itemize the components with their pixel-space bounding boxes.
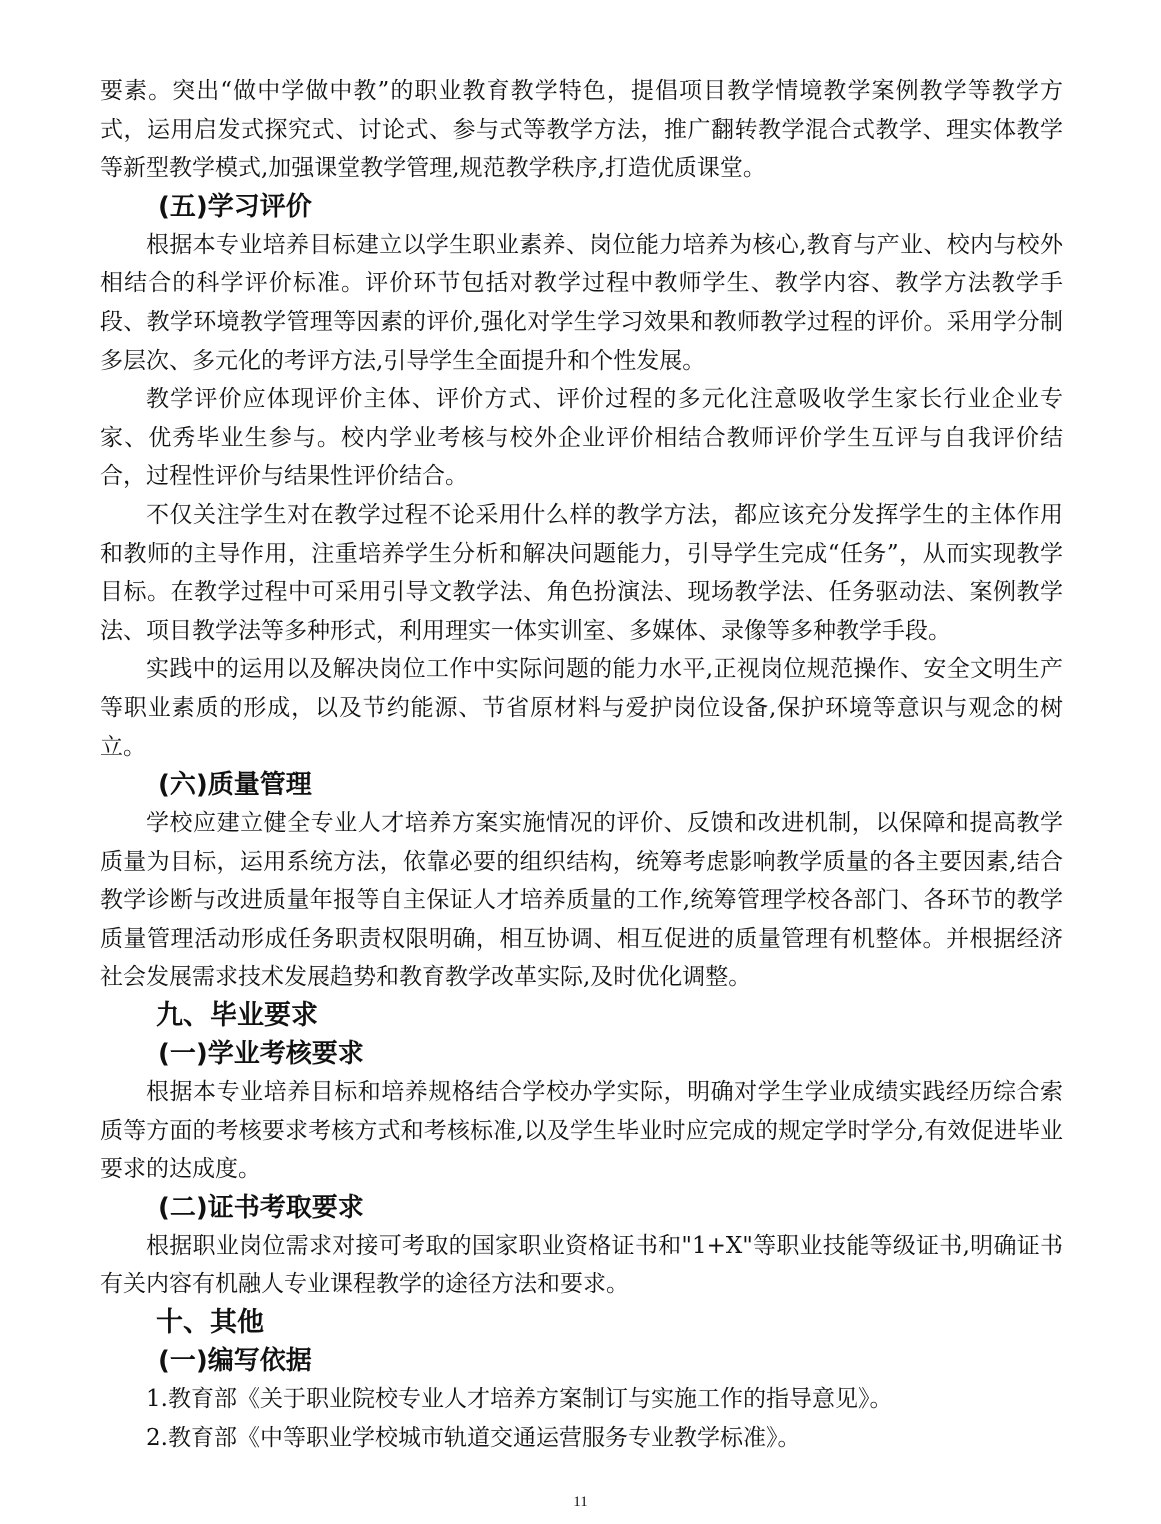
page-number: 11 [573, 1494, 588, 1510]
heading-other: 十、其他 [156, 1307, 264, 1339]
reference-item: 1.教育部《关于职业院校专业人才培养方案制订与实施工作的指导意见》。 [146, 1386, 893, 1413]
paragraph-academic-assessment: 根据本专业培养目标和培养规格结合学校办学实际，明确对学生学业成绩实践经历综合索质等方面的考核要求考核方式和考核标准,以及学生毕业时应完成的规定学时学分,有效促进毕业要求的达成度。 [100, 1079, 1063, 1183]
heading-learning-assessment: (五)学习评价 [158, 191, 312, 222]
heading-certificate-requirements: (二)证书考取要求 [158, 1192, 364, 1223]
paragraph-student-centered: 不仅关注学生对在教学过程不论采用什么样的教学方法，都应该充分发挥学生的主体作用和教师的主导作用，注重培养学生分析和解决问题能力，引导学生完成“任务”，从而实现教学目标。在教学过程中可采用引导文教学法、角色扮演法、现场教学法、任务驱动法、案例教学法、项目教学法等多种形式，利用理实一体实训室、多媒体、录像等多种教学手段。 [100, 501, 1063, 644]
heading-quality-management: (六)质量管理 [158, 770, 312, 801]
paragraph-assessment-standard: 根据本专业培养目标建立以学生职业素养、岗位能力培养为核心,教育与产业、校内与校外相结合的科学评价标准。评价环节包括对教学过程中教师学生、教学内容、教学方法教学手段、教学环境教学管理等因素的评价,强化对学生学习效果和教师教学过程的评价。采用学分制多层次、多元化的考评方法,引导学生全面提升和个性发展。 [100, 231, 1063, 374]
paragraph-teaching-methods: 要素。突出“做中学做中教”的职业教育教学特色，提倡项目教学情境教学案例教学等教学方式，运用启发式探究式、讨论式、参与式等教学方法，推广翻转教学混合式教学、理实体教学等新型教学模式,加强课堂教学管理,规范教学秩序,打造优质课堂。 [100, 78, 1063, 182]
heading-compilation-basis: (一)编写依据 [158, 1346, 312, 1377]
heading-graduation-requirements: 九、毕业要求 [156, 1000, 318, 1032]
paragraph-practice: 实践中的运用以及解决岗位工作中实际问题的能力水平,正视岗位规范操作、安全文明生产等职业素质的形成，以及节约能源、节省原材料与爱护岗位设备,保护环境等意识与观念的树立。 [100, 656, 1063, 760]
document-body [100, 72, 1063, 1457]
paragraph-certificate: 根据职业岗位需求对接可考取的国家职业资格证书和"1+X"等职业技能等级证书,明确证书有关内容有机融人专业课程教学的途径方法和要求。 [100, 1232, 1063, 1298]
heading-academic-assessment: (一)学业考核要求 [158, 1039, 364, 1070]
paragraph-assessment-diversity: 教学评价应体现评价主体、评价方式、评价过程的多元化注意吸收学生家长行业企业专家、优秀毕业生参与。校内学业考核与校外企业评价相结合教师评价学生互评与自我评价结合，过程性评价与结果性评价结合。 [100, 386, 1063, 490]
reference-item: 2.教育部《中等职业学校城市轨道交通运营服务专业教学标准》。 [146, 1424, 801, 1451]
paragraph-quality-mechanism: 学校应建立健全专业人才培养方案实施情况的评价、反馈和改进机制，以保障和提高教学质量为目标，运用系统方法，依靠必要的组织结构，统筹考虑影响教学质量的各主要因素,结合教学诊断与改进质量年报等自主保证人才培养质量的工作,统筹管理学校各部门、各环节的教学质量管理活动形成任务职责权限明确，相互协调、相互促进的质量管理有机整体。并根据经济社会发展需求技术发展趋势和教育教学改革实际,及时优化调整。 [100, 810, 1063, 991]
